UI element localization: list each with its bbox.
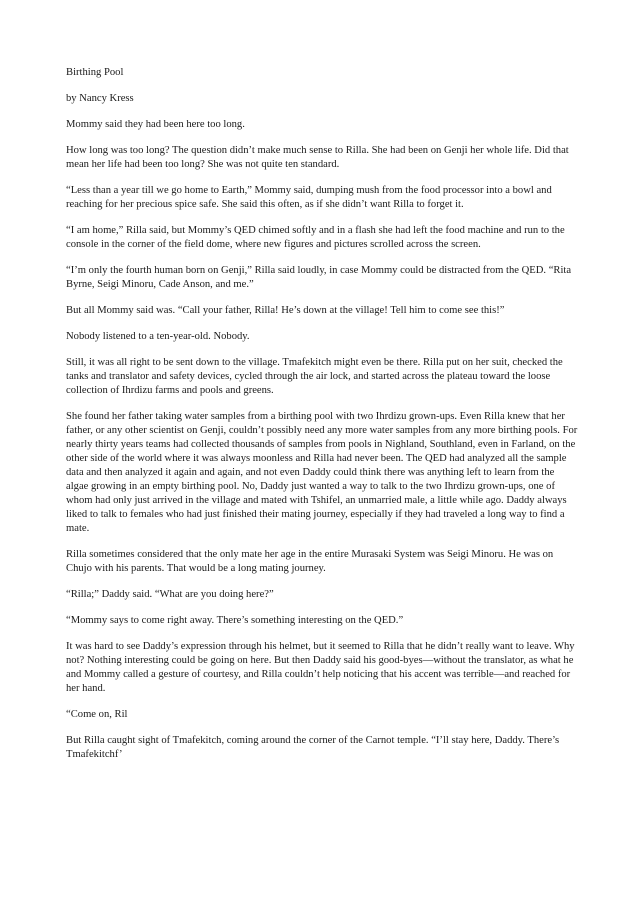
paragraph: But Rilla caught sight of Tmafekitch, coming around the corner of the Carnot temple. “I’ll stay here, Daddy. There’s Tmafekitchf’ (66, 735, 560, 760)
paragraph: Still, it was all right to be sent down to the village. Tmafekitch might even be there. Rilla put on her suit, checked the tanks and translator and safety devices, cycled through the air lock, and started across the plateau toward the loose collection of Ihrdizu farms and pools and greens. (66, 357, 563, 396)
paragraph: “I am home,” Rilla said, but Mommy’s QED chimed softly and in a flash she had left the food machine and run to the console in the corner of the field dome, where new figures and pictures scrolled across the screen. (66, 225, 565, 250)
paragraph: Mommy said they had been here too long. (66, 119, 245, 130)
paragraph: “Less than a year till we go home to Earth,” Mommy said, dumping mush from the food processor into a bowl and reaching for her precious spice safe. She said this often, as if she didn’t want Rilla to forget it. (66, 185, 552, 210)
paragraph: But all Mommy said was. “Call your father, Rilla! He’s down at the village! Tell him to come see this!” (66, 305, 505, 316)
paragraph: It was hard to see Daddy’s expression through his helmet, but it seemed to Rilla that he didn’t really want to leave. Why not? Nothing interesting could be going on here. But then Daddy said his good-byes—without the translator, as what he and Mommy called a gesture of courtesy, and Rilla couldn’t help noticing that his accent was terrible—and reached for her hand. (66, 641, 575, 694)
paragraph: Rilla sometimes considered that the only mate her age in the entire Murasaki System was Seigi Minoru. He was on Chujo with his parents. That would be a long mating journey. (66, 549, 554, 574)
paragraph: “Mommy says to come right away. There’s something interesting on the QED.” (66, 615, 404, 626)
paragraph: How long was too long? The question didn’t make much sense to Rilla. She had been on Genji her whole life. Did that mean her life had been too long? She was not quite ten standard. (66, 145, 569, 170)
paragraph: “Come on, Ril (66, 709, 128, 720)
paragraph: Nobody listened to a ten-year-old. Nobody. (66, 331, 250, 342)
document-title: Birthing Pool (66, 67, 124, 78)
paragraph: “Rilla;” Daddy said. “What are you doing here?” (66, 589, 274, 600)
paragraph: “I’m only the fourth human born on Genji,” Rilla said loudly, in case Mommy could be distracted from the QED. “Rita Byrne, Seigi Minoru, Cade Anson, and me.” (66, 265, 572, 290)
paragraph: She found her father taking water samples from a birthing pool with two Ihrdizu grown-ups. Even Rilla knew that her father, or any other scientist on Genji, couldn’t possibly need any more water samples from any more birthing pools. For nearly thirty years teams had collected thousands of samples from pools in Nighland, Southland, even in Farland, on the other side of the world where it was always moonless and Rilla had never been. The QED had analyzed all the sample data and then analyzed it again and again, and not even Daddy could think there was anything left to learn from the algae growing in an empty birthing pool. No, Daddy just wanted a way to talk to the two Ihrdizu grown-ups, one of whom had only just arrived in the village and mated with Tshifel, an unmarried male, a little while ago. Daddy always liked to talk to females who had just finished their mating journey, especially if they had traveled a long way to find a mate. (66, 411, 578, 534)
document-byline: by Nancy Kress (66, 93, 134, 104)
